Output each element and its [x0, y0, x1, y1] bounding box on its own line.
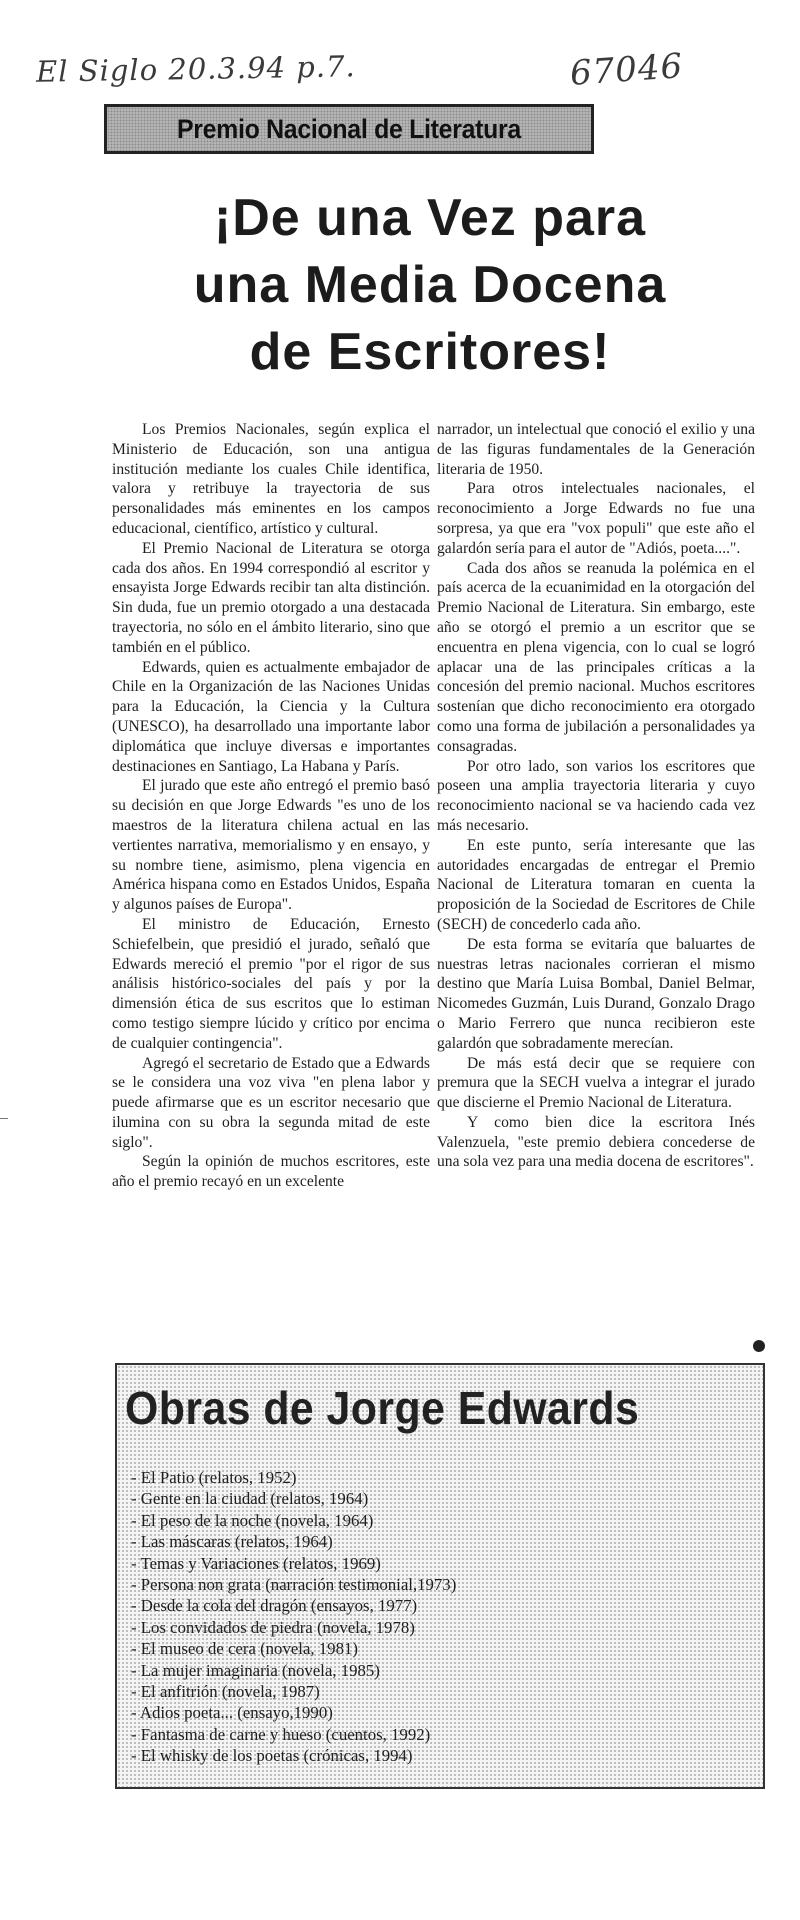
article-paragraph: Para otros intelectuales nacionales, el reconocimiento a Jorge Edwards no fue una sorpresa, ya que era "vox populi" que este año el galardón sería para el autor de "Adiós, poeta....". — [437, 480, 755, 557]
works-list-item: - Temas y Variaciones (relatos, 1969) — [131, 1553, 456, 1574]
handwritten-archive-number: 67046 — [568, 46, 685, 94]
article-column-right — [437, 420, 755, 1172]
article-paragraph: Agregó el secretario de Estado que a Edwards se le considera una voz viva "en plena labor y puede afirmarse que es un escritor necesario que ilumina con su obra la segunda mitad de este siglo". — [112, 1054, 430, 1151]
works-list-item: - La mujer imaginaria (novela, 1985) — [131, 1660, 456, 1681]
works-list-item: - Desde la cola del dragón (ensayos, 1977) — [131, 1595, 456, 1616]
works-list-item: - Adios poeta... (ensayo,1990) — [131, 1702, 456, 1723]
article-paragraph: Según la opinión de muchos escritores, este año el premio recayó en un excelente — [112, 1153, 430, 1191]
works-list-item: - Gente en la ciudad (relatos, 1964) — [131, 1488, 456, 1509]
article-paragraph: El Premio Nacional de Literatura se otorga cada dos años. En 1994 correspondió al escritor y ensayista Jorge Edwards recibir tan alta distinción. Sin duda, fue un premio otorgado a una destacada trayectoria, no sólo en el ámbito literario, sino que también en el público. — [112, 539, 430, 656]
article-paragraph: Los Premios Nacionales, según explica el Ministerio de Educación, son una antigua institución mediante los cuales Chile identifica, valora y retribuye la trayectoria de sus personalidades más eminentes en los campos educacional, científico, artístico y cultural. — [112, 421, 430, 537]
article-paragraph: De esta forma se evitaría que baluartes de nuestras letras nacionales corrieran el mismo destino que María Luisa Bombal, Daniel Belmar, Nicomedes Guzmán, Luis Durand, Gonzalo Drago o Mario Ferrero que nunca recibieron este galardón que sobradamente merecían. — [437, 935, 755, 1052]
section-kicker-banner — [104, 104, 594, 154]
article-paragraph: Y como bien dice la escritora Inés Valenzuela, "este premio debiera concederse de una sola vez para una media docena de escritores". — [437, 1113, 755, 1171]
article-paragraph-continued: narrador, un intelectual que conoció el exilio y una de las figuras fundamentales de la Generación literaria de 1950. — [437, 421, 755, 478]
article-paragraph: Por otro lado, son varios los escritores que poseen una amplia trayectoria literaria y cuyo reconocimiento nacional se va haciendo cada vez más necesario. — [437, 757, 755, 834]
article-column-left — [112, 420, 430, 1192]
works-list-item: - El museo de cera (novela, 1981) — [131, 1638, 456, 1659]
works-list-item: - Los convidados de piedra (novela, 1978) — [131, 1617, 456, 1638]
works-list-item: - Fantasma de carne y hueso (cuentos, 1992) — [131, 1724, 456, 1745]
works-list-item: - El anfitrión (novela, 1987) — [131, 1681, 456, 1702]
works-list-item: - El Patio (relatos, 1952) — [131, 1467, 456, 1488]
works-list-item: - El whisky de los poetas (crónicas, 1994) — [131, 1745, 456, 1766]
article-paragraph: En este punto, sería interesante que las autoridades encargadas de entregar el Premio Nacional de Literatura tomaran en cuenta la proposición de la Sociedad de Escritores de Chile (SECH) de concederlo cada año. — [437, 836, 755, 933]
headline — [110, 185, 750, 386]
article-paragraph: De más está decir que se requiere con premura que la SECH vuelva a integrar el jurado que discierne el Premio Nacional de Literatura. — [437, 1054, 755, 1112]
headline-line-1: ¡De una Vez para — [213, 189, 647, 247]
end-of-article-bullet — [753, 1340, 765, 1352]
headline-line-3: de Escritores! — [249, 323, 611, 381]
article-paragraph: Edwards, quien es actualmente embajador de Chile en la Organización de las Naciones Unidas para la Educación, la Ciencia y la Cultura (UNESCO), ha desarrollado una importante labor diplomática que incluye diversas e importantes destinaciones en Santiago, La Habana y París. — [112, 658, 430, 775]
article-paragraph: Cada dos años se reanuda la polémica en el país acerca de la ecuanimidad en la otorgación del Premio Nacional de Literatura. Sin embargo, este año se otorgó el premio a un escritor que se encuentra en plena vigencia, con lo cual se logró aplacar una de las principales críticas a la concesión del premio nacional. Muchos escritores sostenían que dicho reconocimiento era otorgado como una forma de jubilación a personalidades ya consagradas. — [437, 559, 755, 755]
headline-line-2: una Media Docena — [193, 256, 667, 314]
article-paragraph: El ministro de Educación, Ernesto Schiefelbein, que presidió el jurado, señaló que Edwards mereció el premio "por el rigor de sus análisis histórico-sociales del país y por la dimensión ética de sus escritos que lo estiman como testigo siempre lúcido y crítico por encima de cualquier contingencia". — [112, 915, 430, 1052]
works-title: Obras de Jorge Edwards — [125, 1382, 640, 1434]
margin-mark — [0, 1118, 8, 1119]
section-kicker-text: Premio Nacional de Literatura — [176, 113, 521, 144]
handwritten-source-note: El Siglo 20.3.94 p.7. — [35, 49, 356, 89]
article-paragraph: El jurado que este año entregó el premio basó su decisión en que Jorge Edwards "es uno de los maestros de la literatura chilena actual en las vertientes narrativa, memorialismo y en ensayo, y su nombre tiene, asimismo, plena vigencia en América hispana como en Estados Unidos, España y algunos países de Europa". — [112, 777, 430, 914]
works-list-item: - El peso de la noche (novela, 1964) — [131, 1510, 456, 1531]
works-list-item: - Las máscaras (relatos, 1964) — [131, 1531, 456, 1552]
works-list — [131, 1467, 456, 1767]
works-sidebar-box — [115, 1363, 765, 1789]
works-list-item: - Persona non grata (narración testimonial,1973) — [131, 1574, 456, 1595]
